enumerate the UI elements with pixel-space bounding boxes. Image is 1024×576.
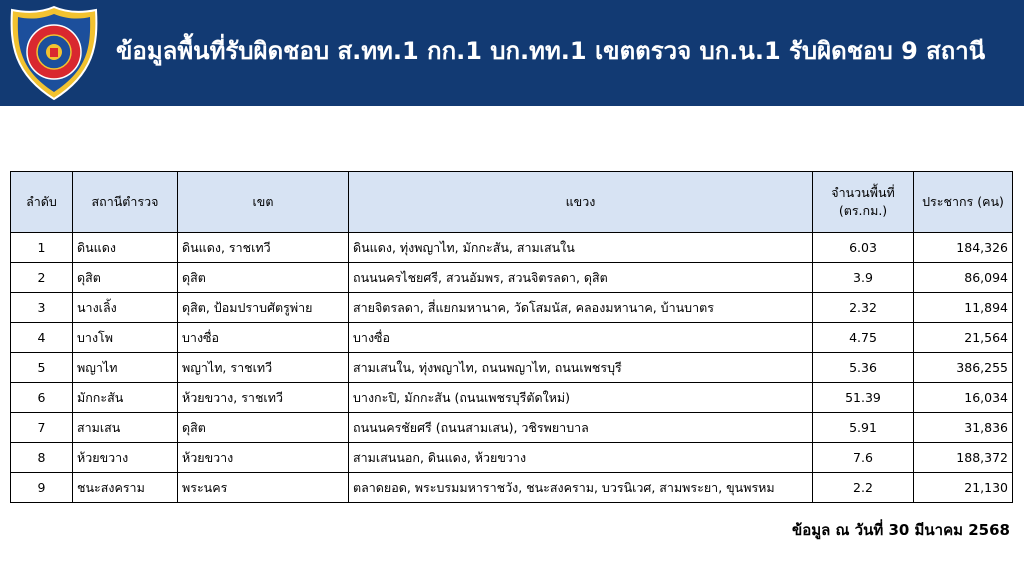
cell-population: 188,372 bbox=[914, 443, 1013, 473]
cell-station: ดินแดง bbox=[73, 233, 178, 263]
cell-order: 5 bbox=[11, 353, 73, 383]
cell-station: นางเลิ้ง bbox=[73, 293, 178, 323]
header-area-line2: (ตร.กม.) bbox=[838, 203, 888, 218]
cell-order: 4 bbox=[11, 323, 73, 353]
header-banner bbox=[0, 0, 1024, 106]
cell-subdistrict: สามเสนนอก, ดินแดง, ห้วยขวาง bbox=[349, 443, 813, 473]
cell-order: 6 bbox=[11, 383, 73, 413]
cell-station: บางโพ bbox=[73, 323, 178, 353]
cell-station: ห้วยขวาง bbox=[73, 443, 178, 473]
cell-station: ชนะสงคราม bbox=[73, 473, 178, 503]
header-population: ประชากร (คน) bbox=[914, 172, 1013, 233]
cell-area: 4.75 bbox=[813, 323, 914, 353]
cell-area: 2.32 bbox=[813, 293, 914, 323]
table-row bbox=[11, 293, 1013, 323]
cell-population: 21,130 bbox=[914, 473, 1013, 503]
cell-population: 11,894 bbox=[914, 293, 1013, 323]
cell-area: 5.36 bbox=[813, 353, 914, 383]
cell-population: 386,255 bbox=[914, 353, 1013, 383]
header-subdistrict: แขวง bbox=[349, 172, 813, 233]
cell-subdistrict: สามเสนใน, ทุ่งพญาไท, ถนนพญาไท, ถนนเพชรบุรี bbox=[349, 353, 813, 383]
cell-area: 5.91 bbox=[813, 413, 914, 443]
cell-subdistrict: บางกะปิ, มักกะสัน (ถนนเพชรบุรีตัดใหม่) bbox=[349, 383, 813, 413]
cell-area: 2.2 bbox=[813, 473, 914, 503]
table-header-row bbox=[11, 172, 1013, 233]
cell-order: 1 bbox=[11, 233, 73, 263]
cell-district: ห้วยขวาง, ราชเทวี bbox=[178, 383, 349, 413]
tourist-police-badge-icon bbox=[8, 4, 100, 102]
cell-district: ห้วยขวาง bbox=[178, 443, 349, 473]
cell-area: 6.03 bbox=[813, 233, 914, 263]
table-row bbox=[11, 233, 1013, 263]
cell-subdistrict: ถนนนครชัยศรี (ถนนสามเสน), วชิรพยาบาล bbox=[349, 413, 813, 443]
table-row bbox=[11, 473, 1013, 503]
page-title: ข้อมูลพื้นที่รับผิดชอบ ส.ทท.1 กก.1 บก.ทท.1 เขตตรวจ บก.น.1 รับผิดชอบ 9 สถานี bbox=[116, 37, 986, 65]
cell-district: พระนคร bbox=[178, 473, 349, 503]
cell-district: ดุสิต, ป้อมปราบศัตรูพ่าย bbox=[178, 293, 349, 323]
header-station: สถานีตำรวจ bbox=[73, 172, 178, 233]
cell-order: 3 bbox=[11, 293, 73, 323]
cell-station: สามเสน bbox=[73, 413, 178, 443]
table-row bbox=[11, 323, 1013, 353]
cell-population: 184,326 bbox=[914, 233, 1013, 263]
header-order: ลำดับ bbox=[11, 172, 73, 233]
cell-subdistrict: บางซื่อ bbox=[349, 323, 813, 353]
cell-station: ดุสิต bbox=[73, 263, 178, 293]
station-area-table bbox=[10, 171, 1013, 503]
cell-subdistrict: ดินแดง, ทุ่งพญาไท, มักกะสัน, สามเสนใน bbox=[349, 233, 813, 263]
header-district: เขต bbox=[178, 172, 349, 233]
table-row bbox=[11, 383, 1013, 413]
cell-area: 7.6 bbox=[813, 443, 914, 473]
cell-order: 2 bbox=[11, 263, 73, 293]
header-area bbox=[813, 172, 914, 233]
cell-district: ดุสิต bbox=[178, 263, 349, 293]
cell-population: 86,094 bbox=[914, 263, 1013, 293]
data-date-note: ข้อมูล ณ วันที่ 30 มีนาคม 2568 bbox=[791, 521, 1010, 539]
table-row bbox=[11, 353, 1013, 383]
cell-order: 9 bbox=[11, 473, 73, 503]
table-row bbox=[11, 263, 1013, 293]
cell-district: บางซื่อ bbox=[178, 323, 349, 353]
cell-subdistrict: ตลาดยอด, พระบรมมหาราชวัง, ชนะสงคราม, บวรนิเวศ, สามพระยา, ขุนพรหม bbox=[349, 473, 813, 503]
header-area-line1: จำนวนพื้นที่ bbox=[831, 185, 895, 200]
cell-station: พญาไท bbox=[73, 353, 178, 383]
cell-area: 51.39 bbox=[813, 383, 914, 413]
cell-population: 21,564 bbox=[914, 323, 1013, 353]
cell-order: 7 bbox=[11, 413, 73, 443]
cell-population: 31,836 bbox=[914, 413, 1013, 443]
cell-order: 8 bbox=[11, 443, 73, 473]
cell-population: 16,034 bbox=[914, 383, 1013, 413]
table-row bbox=[11, 413, 1013, 443]
cell-district: พญาไท, ราชเทวี bbox=[178, 353, 349, 383]
cell-subdistrict: สายจิตรลดา, สี่แยกมหานาค, วัดโสมนัส, คลองมหานาค, บ้านบาตร bbox=[349, 293, 813, 323]
cell-district: ดุสิต bbox=[178, 413, 349, 443]
cell-district: ดินแดง, ราชเทวี bbox=[178, 233, 349, 263]
cell-subdistrict: ถนนนครไชยศรี, สวนอัมพร, สวนจิตรลดา, ดุสิต bbox=[349, 263, 813, 293]
cell-station: มักกะสัน bbox=[73, 383, 178, 413]
cell-area: 3.9 bbox=[813, 263, 914, 293]
table-row bbox=[11, 443, 1013, 473]
